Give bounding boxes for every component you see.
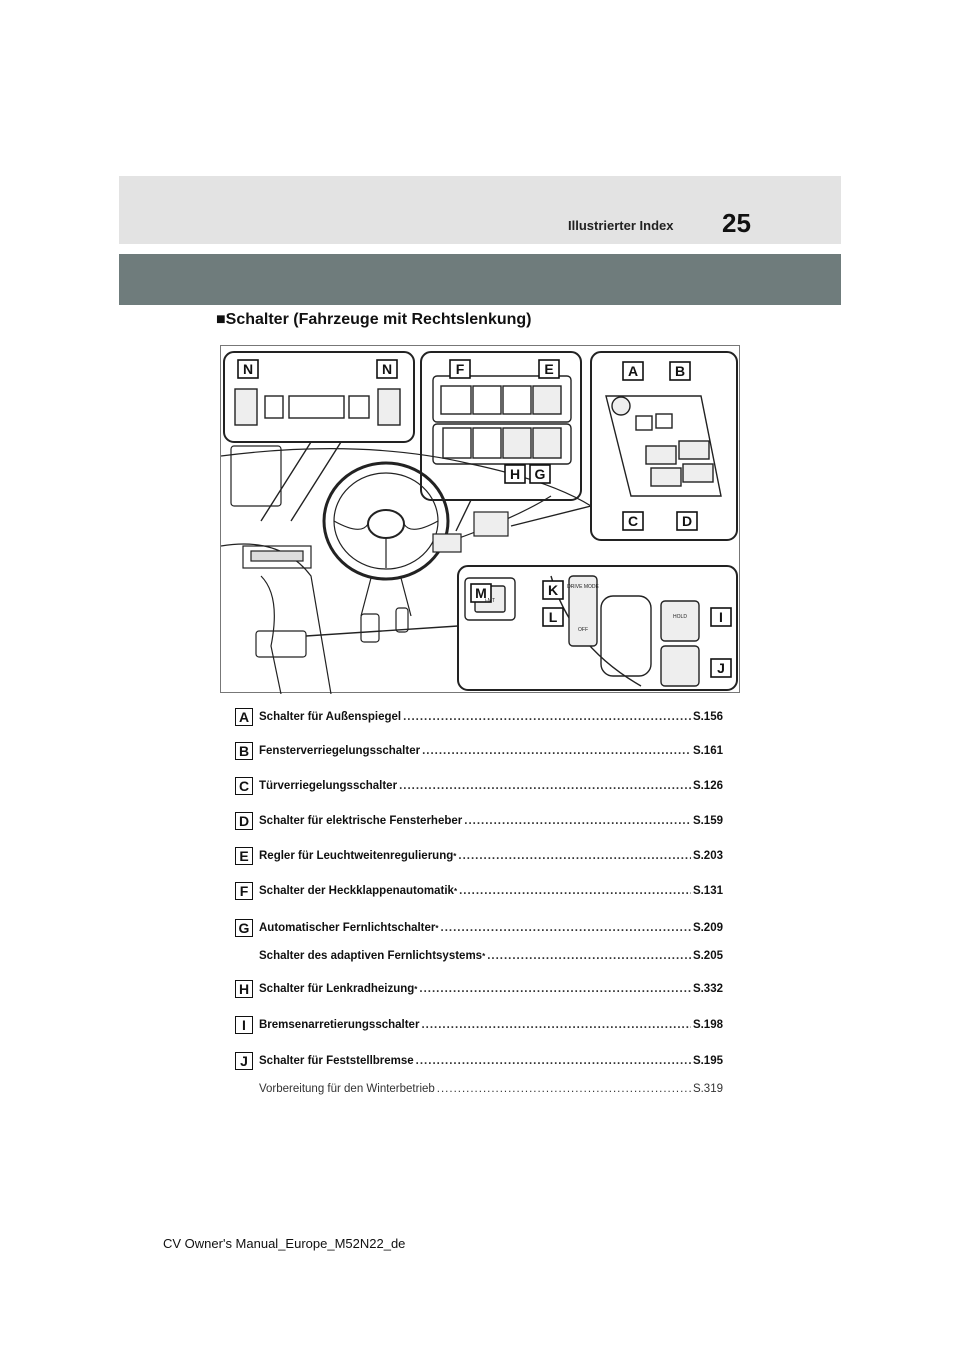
page-footer: CV Owner's Manual_Europe_M52N22_de [163, 1236, 406, 1251]
entry-letter: A [235, 708, 253, 726]
entry-j [235, 1052, 725, 1074]
drive-mode-label: DRIVE MODE [567, 584, 599, 590]
entry-label: Schalter für Lenkradheizung [259, 983, 415, 995]
entry-d [235, 812, 725, 834]
entry-page-ref[interactable]: S.205 [692, 950, 723, 962]
entry-label: Bremsenarretierungsschalter [259, 1019, 420, 1031]
entry-page-ref[interactable]: S.159 [692, 815, 723, 827]
entry-letter: G [235, 919, 253, 937]
entry-label: Schalter für Feststellbremse [259, 1055, 414, 1067]
entry-page-ref[interactable]: S.332 [692, 983, 723, 995]
leader-dots [487, 950, 691, 962]
entry-letter: D [235, 812, 253, 830]
entry-c [235, 777, 725, 799]
entry-label: Regler für Leuchtweitenregulierung [259, 850, 454, 862]
leader-dots [403, 711, 691, 723]
leader-dots [399, 780, 691, 792]
entry-page-ref[interactable]: S.131 [692, 885, 723, 897]
leader-dots [441, 922, 691, 934]
dashboard-drawing [221, 346, 741, 694]
footnote-mark: * [435, 924, 439, 933]
entry-label: Schalter der Heckklappenautomatik [259, 885, 454, 897]
entry-letter: C [235, 777, 253, 795]
leader-dots [419, 983, 691, 995]
entry-label: Schalter für Außenspiegel [259, 711, 402, 723]
callout-a: A [627, 363, 639, 379]
callout-h: H [509, 466, 521, 482]
entry-label: Vorbereitung für den Winterbetrieb [259, 1083, 435, 1095]
entry-f [235, 882, 725, 904]
callout-d: D [681, 513, 693, 529]
leader-dots [437, 1083, 691, 1095]
switch-illustration [220, 345, 740, 693]
leader-dots [421, 1019, 691, 1031]
callout-g: G [534, 466, 546, 482]
entry-j-sub [235, 1080, 725, 1102]
imt-label: i-MT [485, 598, 495, 604]
entry-a [235, 708, 725, 730]
entry-letter: J [235, 1052, 253, 1070]
callout-n1: N [242, 361, 254, 377]
callout-b: B [674, 363, 686, 379]
callout-m: M [475, 585, 487, 601]
callout-e: E [544, 361, 554, 377]
section-title: ■Schalter (Fahrzeuge mit Rechtslenkung) [216, 311, 532, 328]
entry-h [235, 980, 725, 1002]
footnote-mark: * [453, 852, 457, 861]
entry-letter: B [235, 742, 253, 760]
entry-label: Türverriegelungsschalter [259, 780, 398, 792]
entry-page-ref[interactable]: S.156 [692, 711, 723, 723]
callout-j: J [717, 660, 725, 676]
leader-dots [458, 850, 691, 862]
entry-letter: E [235, 847, 253, 865]
leader-dots [422, 745, 691, 757]
footnote-mark: * [482, 952, 486, 961]
footnote-mark: * [414, 985, 418, 994]
callout-n2: N [381, 361, 393, 377]
header-title: Illustrierter Index [568, 218, 674, 233]
entry-label: Schalter des adaptiven Fernlichtsystems [259, 950, 483, 962]
off-label: OFF [578, 627, 588, 633]
entry-page-ref[interactable]: S.319 [692, 1083, 723, 1095]
entry-label: Automatischer Fernlichtschalter [259, 922, 436, 934]
entry-e [235, 847, 725, 869]
entry-i [235, 1016, 725, 1038]
entry-page-ref[interactable]: S.198 [692, 1019, 723, 1031]
page-number: 25 [722, 208, 751, 238]
callout-f: F [455, 361, 465, 377]
entry-label: Schalter für elektrische Fensterheber [259, 815, 463, 827]
entry-label: Fensterverriegelungsschalter [259, 745, 421, 757]
entry-letter: I [235, 1016, 253, 1034]
entry-letter: H [235, 980, 253, 998]
entry-g [235, 919, 725, 941]
entry-b [235, 742, 725, 764]
callout-i: I [719, 609, 723, 625]
entry-page-ref[interactable]: S.195 [692, 1055, 723, 1067]
leader-dots [416, 1055, 691, 1067]
entry-page-ref[interactable]: S.209 [692, 922, 723, 934]
callout-k: K [547, 582, 559, 598]
entry-page-ref[interactable]: S.203 [692, 850, 723, 862]
entry-g-sub [235, 947, 725, 969]
entry-page-ref[interactable]: S.161 [692, 745, 723, 757]
section-band [119, 254, 841, 305]
callout-c: C [627, 513, 639, 529]
hold-label: HOLD [673, 614, 687, 620]
leader-dots [459, 885, 691, 897]
entry-page-ref[interactable]: S.126 [692, 780, 723, 792]
leader-dots [464, 815, 691, 827]
footnote-mark: * [453, 887, 458, 896]
entry-letter: F [235, 882, 253, 900]
callout-l: L [548, 609, 558, 625]
